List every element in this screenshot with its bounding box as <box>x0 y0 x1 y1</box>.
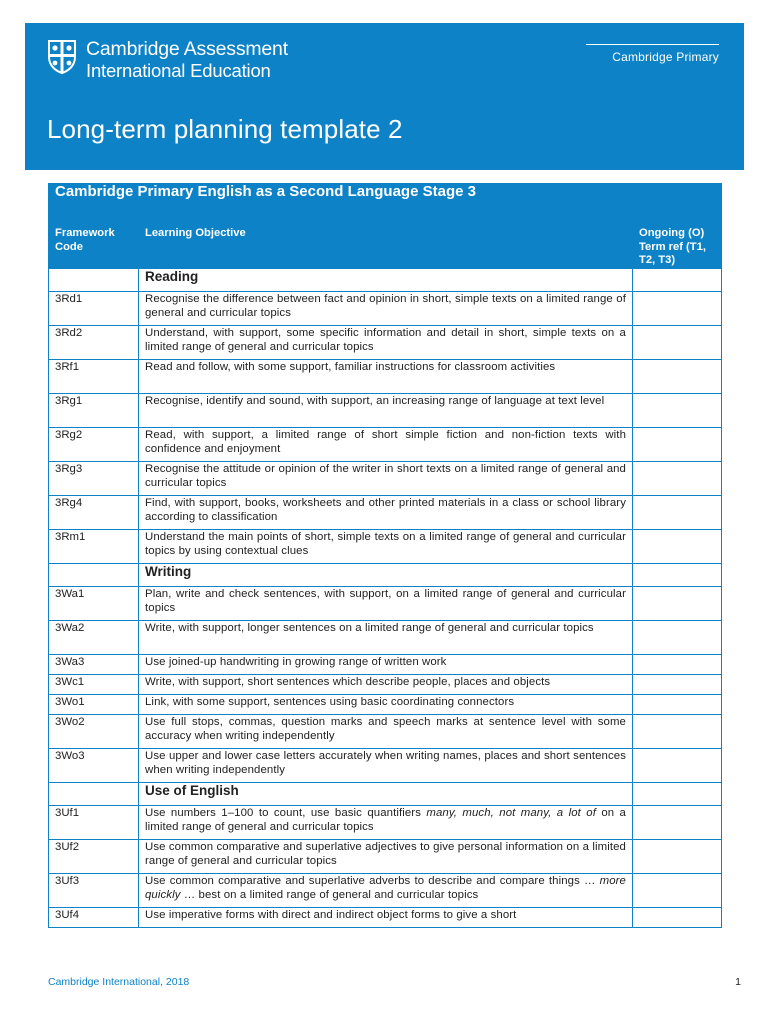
framework-code: 3Uf4 <box>49 908 139 928</box>
learning-objective: Use upper and lower case letters accurately when writing names, places and short sentences when writing independently <box>139 749 633 783</box>
term-ref-cell[interactable] <box>633 908 722 928</box>
learning-objective: Use common comparative and superlative adjectives to give personal information on a limited range of general and curricular topics <box>139 840 633 874</box>
framework-code: 3Rf1 <box>49 360 139 394</box>
section-title: Reading <box>139 269 633 292</box>
learning-objective <box>139 874 633 908</box>
page-number: 1 <box>735 976 741 988</box>
term-ref-cell[interactable] <box>633 806 722 840</box>
section-title: Writing <box>139 564 633 587</box>
section-term-cell <box>633 269 722 292</box>
learning-objective: Understand the main points of short, simple texts on a limited range of general and curricular topics by using contextual clues <box>139 530 633 564</box>
objective-text-part: many, much, not many, a lot of <box>426 807 596 820</box>
table-row <box>49 292 722 326</box>
learning-objective: Write, with support, short sentences which describe people, places and objects <box>139 675 633 695</box>
framework-code: 3Rg4 <box>49 496 139 530</box>
planning-table <box>48 183 722 928</box>
column-header-code: Framework Code <box>49 226 139 269</box>
framework-code: 3Rd2 <box>49 326 139 360</box>
section-term-cell <box>633 564 722 587</box>
section-term-cell <box>633 783 722 806</box>
footer-copyright: Cambridge International, 2018 <box>48 976 190 988</box>
framework-code: 3Wa1 <box>49 587 139 621</box>
learning-objective: Find, with support, books, worksheets and other printed materials in a class or school library according to classification <box>139 496 633 530</box>
term-ref-cell[interactable] <box>633 715 722 749</box>
section-title: Use of English <box>139 783 633 806</box>
table-row <box>49 695 722 715</box>
framework-code: 3Rg1 <box>49 394 139 428</box>
framework-code: 3Rg3 <box>49 462 139 496</box>
header-banner <box>25 23 744 170</box>
learning-objective: Understand, with support, some specific information and detail in short, simple texts on a limited range of general and curricular topics <box>139 326 633 360</box>
section-code-cell <box>49 783 139 806</box>
section-row <box>49 783 722 806</box>
learning-objective: Link, with some support, sentences using basic coordinating connectors <box>139 695 633 715</box>
org-name-line2: International Education <box>86 60 271 81</box>
term-ref-cell[interactable] <box>633 695 722 715</box>
table-row <box>49 621 722 655</box>
cambridge-shield-icon <box>47 39 77 75</box>
learning-objective: Plan, write and check sentences, with support, on a limited range of general and curricular topics <box>139 587 633 621</box>
learning-objective: Recognise the difference between fact and opinion in short, simple texts on a limited range of general and curricular topics <box>139 292 633 326</box>
table-row <box>49 715 722 749</box>
objective-text-part: Use numbers 1–100 to count, use basic quantifiers <box>145 807 427 820</box>
org-name-line1: Cambridge Assessment <box>86 38 288 60</box>
table-caption: Cambridge Primary English as a Second Language Stage 3 <box>49 184 722 226</box>
learning-objective: Read and follow, with some support, familiar instructions for classroom activities <box>139 360 633 394</box>
term-ref-cell[interactable] <box>633 360 722 394</box>
term-ref-cell[interactable] <box>633 675 722 695</box>
table-row <box>49 749 722 783</box>
table-row <box>49 496 722 530</box>
framework-code: 3Uf1 <box>49 806 139 840</box>
learning-objective: Write, with support, longer sentences on a limited range of general and curricular topics <box>139 621 633 655</box>
objective-text-part: on a limited range of general and curricular topics <box>145 807 626 833</box>
section-code-cell <box>49 269 139 292</box>
framework-code: 3Rg2 <box>49 428 139 462</box>
section-code-cell <box>49 564 139 587</box>
table-row <box>49 394 722 428</box>
framework-code: 3Wo3 <box>49 749 139 783</box>
table-row <box>49 326 722 360</box>
column-header-objective: Learning Objective <box>139 226 633 269</box>
table-caption-row <box>49 184 722 226</box>
section-row <box>49 564 722 587</box>
framework-code: 3Uf2 <box>49 840 139 874</box>
term-ref-cell[interactable] <box>633 749 722 783</box>
learning-objective: Use imperative forms with direct and indirect object forms to give a short <box>139 908 633 928</box>
framework-code: 3Wo2 <box>49 715 139 749</box>
learning-objective: Use joined-up handwriting in growing range of written work <box>139 655 633 675</box>
table-header-row <box>49 226 722 269</box>
learning-objective: Recognise, identify and sound, with support, an increasing range of language at text level <box>139 394 633 428</box>
term-ref-cell[interactable] <box>633 462 722 496</box>
objective-text-part: … best on a limited range of general and curricular topics <box>180 888 479 901</box>
term-ref-cell[interactable] <box>633 496 722 530</box>
framework-code: 3Rm1 <box>49 530 139 564</box>
term-ref-cell[interactable] <box>633 326 722 360</box>
framework-code: 3Wc1 <box>49 675 139 695</box>
learning-objective: Read, with support, a limited range of short simple fiction and non-fiction texts with confidence and enjoyment <box>139 428 633 462</box>
framework-code: 3Wa3 <box>49 655 139 675</box>
term-ref-cell[interactable] <box>633 292 722 326</box>
framework-code: 3Uf3 <box>49 874 139 908</box>
term-ref-cell[interactable] <box>633 621 722 655</box>
term-ref-cell[interactable] <box>633 874 722 908</box>
framework-code: 3Rd1 <box>49 292 139 326</box>
table-row <box>49 428 722 462</box>
table-row <box>49 360 722 394</box>
learning-objective: Use full stops, commas, question marks and speech marks at sentence level with some accuracy when writing independently <box>139 715 633 749</box>
table-row <box>49 655 722 675</box>
learning-objective: Recognise the attitude or opinion of the writer in short texts on a limited range of general and curricular topics <box>139 462 633 496</box>
table-row <box>49 840 722 874</box>
objective-text-part: Use common comparative and superlative adverbs to describe and compare things … <box>145 875 600 888</box>
framework-code: 3Wo1 <box>49 695 139 715</box>
table-row <box>49 908 722 928</box>
term-ref-cell[interactable] <box>633 655 722 675</box>
table-row <box>49 530 722 564</box>
term-ref-cell[interactable] <box>633 840 722 874</box>
column-header-term: Ongoing (O) Term ref (T1, T2, T3) <box>633 226 722 269</box>
objective-text-part: more quickly <box>145 875 626 901</box>
table-row <box>49 806 722 840</box>
term-ref-cell[interactable] <box>633 394 722 428</box>
table-row <box>49 675 722 695</box>
product-divider <box>586 44 719 45</box>
org-logo <box>47 39 288 81</box>
section-row <box>49 269 722 292</box>
term-ref-cell[interactable] <box>633 587 722 621</box>
table-row <box>49 462 722 496</box>
product-name: Cambridge Primary <box>612 50 719 64</box>
term-ref-cell[interactable] <box>633 530 722 564</box>
framework-code: 3Wa2 <box>49 621 139 655</box>
term-ref-cell[interactable] <box>633 428 722 462</box>
table-row <box>49 874 722 908</box>
learning-objective <box>139 806 633 840</box>
table-row <box>49 587 722 621</box>
page-title: Long-term planning template 2 <box>47 114 403 144</box>
